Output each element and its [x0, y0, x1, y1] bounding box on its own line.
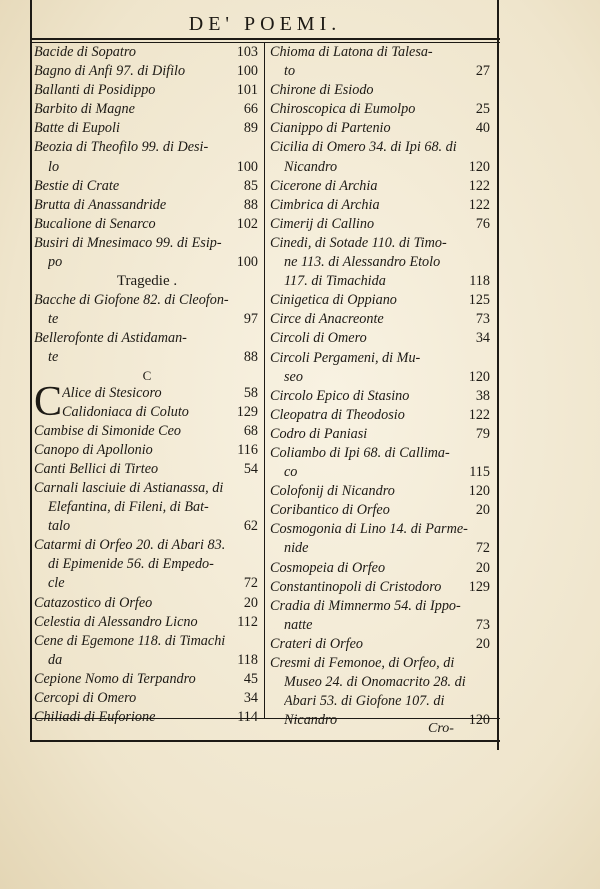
index-entry [34, 119, 260, 138]
page-number: 100 [236, 254, 258, 271]
index-entry [270, 349, 492, 387]
entry-text: Bucalione di Senarco [34, 215, 156, 232]
entry-line [34, 100, 260, 119]
page-number: 102 [236, 215, 258, 232]
page-number [486, 43, 492, 62]
page-number [254, 234, 260, 253]
index-entry [270, 520, 492, 558]
index-entry [34, 43, 260, 62]
index-entry [270, 100, 492, 119]
entry-line [270, 215, 492, 234]
page-number: 120 [468, 368, 490, 385]
entry-line [270, 444, 492, 463]
running-header: DE' POEMI. [188, 13, 342, 35]
entry-line [270, 673, 492, 692]
entry-text: Cicerone di Archia [270, 177, 378, 194]
entry-text: to [284, 63, 296, 80]
entry-text: Cinigetica di Oppiano [270, 292, 397, 309]
entry-text: Constantinopoli di Cristodoro [270, 578, 442, 595]
entry-line [34, 460, 260, 479]
page-number: 54 [243, 460, 258, 477]
entry-line [270, 329, 492, 348]
entry-text: Canopo di Apollonio [34, 441, 153, 458]
index-entry [34, 177, 260, 196]
entry-text: Cleopatra di Theodosio [270, 406, 405, 423]
page-number [486, 444, 492, 463]
page-number: 40 [475, 120, 490, 137]
entry-line [270, 425, 492, 444]
index-entry [270, 387, 492, 406]
page-number [254, 479, 260, 498]
page-number: 66 [243, 101, 258, 118]
entry-text: te [48, 311, 59, 328]
index-entry [34, 613, 260, 632]
entry-text: Cosmogonia di Lino 14. di Parme- [270, 521, 468, 538]
page-number: 72 [243, 575, 258, 592]
entry-line [34, 81, 260, 100]
index-entry [34, 536, 260, 593]
page-number: 100 [236, 63, 258, 80]
page-number: 120 [468, 712, 490, 729]
entry-line [270, 196, 492, 215]
entry-line [270, 119, 492, 138]
entry-text: Bacche di Giofone 82. di Cleofon- [34, 292, 229, 309]
index-entry [34, 422, 260, 441]
entry-text: Beozia di Theofilo 99. di Desi- [34, 139, 209, 156]
index-entry [270, 81, 492, 100]
entry-text: Circoli di Omero [270, 330, 367, 347]
entry-text: Bestie di Crate [34, 177, 120, 194]
page-number: 73 [475, 311, 490, 328]
entry-text: Chiroscopica di Eumolpo [270, 101, 416, 118]
page-number [486, 597, 492, 616]
section-heading: Tragedie . [116, 273, 178, 290]
entry-line [34, 291, 260, 310]
page-number: 73 [475, 616, 490, 633]
entry-text: Cene di Egemone 118. di Timachi [34, 632, 226, 649]
entry-text: nide [284, 540, 309, 557]
index-entry [270, 177, 492, 196]
entry-line [270, 539, 492, 558]
page-number: 27 [475, 63, 490, 80]
page-number: 76 [475, 215, 490, 232]
entry-line [34, 574, 260, 593]
page-number [486, 138, 492, 157]
entry-line [34, 158, 260, 177]
index-entry [34, 632, 260, 670]
page-number: 101 [236, 82, 258, 99]
entry-line [270, 349, 492, 368]
entry-line [270, 387, 492, 406]
index-entry [270, 43, 492, 81]
entry-text: Calidoniaca di Coluto [62, 403, 189, 420]
page-number: 20 [475, 635, 490, 652]
entry-line [270, 501, 492, 520]
page-number [254, 536, 260, 555]
entry-text: Cosmopeia di Orfeo [270, 559, 386, 576]
page-number: 120 [468, 483, 490, 500]
entry-line [34, 708, 260, 727]
page-number: 20 [243, 594, 258, 611]
entry-line [270, 463, 492, 482]
page-number [486, 673, 492, 692]
entry-line [270, 234, 492, 253]
entry-line [270, 692, 492, 711]
entry-line [34, 384, 260, 403]
entry-line [270, 158, 492, 177]
index-entry [270, 119, 492, 138]
entry-line [270, 138, 492, 157]
entry-text: Elefantina, di Fileni, di Bat- [48, 499, 209, 516]
page-number: 20 [475, 502, 490, 519]
page-number: 112 [237, 613, 258, 630]
entry-line [270, 100, 492, 119]
entry-text: Bellerofonte di Astidaman- [34, 330, 187, 347]
entry-line [34, 138, 260, 157]
entry-line [270, 253, 492, 272]
left-rule [30, 0, 32, 740]
entry-text: Bagno di Anfi 97. di Difilo [34, 63, 186, 80]
entry-line [270, 578, 492, 597]
entry-line [34, 632, 260, 651]
entry-line [34, 329, 260, 348]
page-number: 125 [468, 292, 490, 309]
entry-line [34, 536, 260, 555]
index-entry [270, 597, 492, 635]
page-number: 114 [237, 709, 258, 726]
page-number: 97 [243, 311, 258, 328]
page-number [486, 349, 492, 368]
left-column [34, 43, 260, 727]
index-entry [34, 100, 260, 119]
entry-line [34, 498, 260, 517]
section-letter: C [142, 367, 152, 383]
index-entry [270, 196, 492, 215]
index-entry [270, 291, 492, 310]
index-entry [270, 425, 492, 444]
entry-line [34, 479, 260, 498]
entry-line [34, 555, 260, 574]
page-number [486, 81, 492, 100]
page-number: 79 [475, 425, 490, 442]
index-entry [270, 310, 492, 329]
entry-text: Cepione Nomo di Terpandro [34, 670, 196, 687]
entry-line [270, 43, 492, 62]
index-entry [34, 479, 260, 536]
entry-line [34, 310, 260, 329]
page-number: 129 [468, 578, 490, 595]
index-entry [34, 81, 260, 100]
entry-text: co [284, 464, 298, 481]
index-entry [270, 578, 492, 597]
entry-line [34, 348, 260, 367]
page-number [254, 291, 260, 310]
page-number: 122 [468, 177, 490, 194]
entry-text: Nicandro [284, 158, 338, 175]
page-number: 68 [243, 422, 258, 439]
page-number: 85 [243, 177, 258, 194]
entry-line [270, 368, 492, 387]
page-number [486, 234, 492, 253]
entry-line [270, 406, 492, 425]
drop-cap: C [34, 378, 63, 425]
page-number: 120 [468, 158, 490, 175]
index-entry [34, 708, 260, 727]
entry-line [270, 616, 492, 635]
right-column [270, 43, 492, 730]
entry-line [270, 291, 492, 310]
page-number: 62 [243, 518, 258, 535]
entry-line [34, 670, 260, 689]
entry-line [34, 62, 260, 81]
entry-text: te [48, 349, 59, 366]
page-number [486, 654, 492, 673]
index-entry [34, 291, 260, 329]
index-entry [270, 215, 492, 234]
entry-text: talo [48, 518, 71, 535]
entry-text: Catazostico di Orfeo [34, 594, 153, 611]
index-entry [270, 329, 492, 348]
page-number: 89 [243, 120, 258, 137]
entry-line [34, 234, 260, 253]
index-entry [270, 559, 492, 578]
entry-line [34, 119, 260, 138]
column-divider [264, 43, 265, 718]
entry-line [34, 422, 260, 441]
page-number: 122 [468, 196, 490, 213]
page-number: 122 [468, 406, 490, 423]
index-entry [270, 501, 492, 520]
entry-text: Cradia di Mimnermo 54. di Ippo- [270, 597, 461, 614]
entry-line [34, 215, 260, 234]
entry-text: Coribantico di Orfeo [270, 502, 390, 519]
entry-text: cle [48, 575, 65, 592]
entry-text: Busiri di Mnesimaco 99. di Esip- [34, 234, 222, 251]
index-entry [270, 635, 492, 654]
entry-text: Carnali lasciuie di Astianassa, di [34, 479, 224, 496]
entry-text: Bacide di Sopatro [34, 44, 136, 60]
entry-text: Cresmi di Femonoe, di Orfeo, di [270, 655, 455, 671]
page-number: 72 [475, 540, 490, 557]
entry-line [270, 272, 492, 291]
index-entry [34, 689, 260, 708]
page-number: 20 [475, 559, 490, 576]
entry-text: Museo 24. di Onomacrito 28. di [284, 674, 466, 691]
entry-text: Cimerij di Callino [270, 215, 375, 232]
page-number: 88 [243, 349, 258, 366]
index-entry [270, 234, 492, 291]
entry-text: Batte di Eupoli [34, 120, 120, 137]
entry-text: Celestia di Alessandro Licno [34, 613, 198, 630]
entry-line [34, 441, 260, 460]
entry-line [270, 559, 492, 578]
page-number: 34 [243, 690, 258, 706]
entry-text: Chirone di Esiodo [270, 82, 374, 99]
entry-line [34, 594, 260, 613]
entry-line [34, 403, 260, 422]
entry-text: Cercopi di Omero [34, 690, 137, 706]
entry-text: ne 113. di Alessandro Etolo [284, 254, 441, 271]
entry-line [34, 613, 260, 632]
entry-line [34, 651, 260, 670]
entry-text: Canti Bellici di Tirteo [34, 460, 159, 477]
entry-line [270, 177, 492, 196]
entry-text: Nicandro [284, 712, 338, 729]
index-entry [34, 378, 260, 425]
page-number: 58 [243, 384, 258, 401]
index-entry [34, 441, 260, 460]
entry-text: Ballanti di Posidippo [34, 82, 156, 99]
entry-text: da [48, 651, 63, 668]
page-number [486, 253, 492, 272]
page-number [254, 138, 260, 157]
entry-text: di Epimenide 56. di Empedo- [48, 556, 214, 573]
page-number: 34 [475, 330, 490, 347]
page-number: 88 [243, 196, 258, 213]
index-entry [34, 196, 260, 215]
page-number: 25 [475, 101, 490, 118]
entry-line [270, 520, 492, 539]
page-number: 118 [469, 273, 490, 290]
entry-text: Cianippo di Partenio [270, 120, 391, 137]
page-number: 115 [469, 464, 490, 481]
index-entry [34, 234, 260, 272]
page-number [254, 498, 260, 517]
entry-line [34, 689, 260, 708]
entry-text: natte [284, 616, 313, 633]
entry-text: Alice di Stesicoro [62, 384, 162, 401]
index-entry [34, 670, 260, 689]
entry-text: Circolo Epico di Stasino [270, 387, 410, 404]
index-entry [34, 138, 260, 176]
entry-line [34, 177, 260, 196]
index-entry [270, 406, 492, 425]
entry-text: Barbito di Magne [34, 101, 135, 118]
entry-text: Brutta di Anassandride [34, 196, 167, 213]
entry-text: Chioma di Latona di Talesa- [270, 44, 433, 60]
entry-line [270, 711, 492, 730]
entry-line [34, 517, 260, 536]
page-number: 38 [475, 387, 490, 404]
index-entry [34, 329, 260, 367]
entry-line [34, 196, 260, 215]
index-entry [270, 138, 492, 176]
page-number: 118 [237, 651, 258, 668]
entry-text: Coliambo di Ipi 68. di Callima- [270, 444, 450, 461]
entry-text: Codro di Paniasi [270, 425, 368, 442]
entry-text: Cimbrica di Archia [270, 196, 380, 213]
entry-line [270, 81, 492, 100]
entry-line [34, 43, 260, 62]
entry-line [270, 654, 492, 673]
page-number: 100 [236, 158, 258, 175]
entry-text: Crateri di Orfeo [270, 635, 364, 652]
index-entry [270, 444, 492, 482]
page-number [254, 329, 260, 348]
entry-text: lo [48, 158, 60, 175]
entry-text: Cicilia di Omero 34. di Ipi 68. di [270, 139, 457, 156]
page-number: 116 [237, 441, 258, 458]
index-entry [34, 460, 260, 479]
page-number [254, 555, 260, 574]
entry-text: Abari 53. di Giofone 107. di [284, 693, 445, 710]
entry-line [270, 482, 492, 501]
page-number [486, 692, 492, 711]
index-entry [34, 215, 260, 234]
index-entry [34, 62, 260, 81]
entry-line [270, 310, 492, 329]
index-entry [34, 594, 260, 613]
entry-text: Catarmi di Orfeo 20. di Abari 83. [34, 537, 226, 554]
index-entry [270, 654, 492, 730]
entry-text: Colofonij di Nicandro [270, 483, 395, 500]
page-number [486, 520, 492, 539]
page-number: 129 [236, 403, 258, 420]
entry-text: Circoli Pergameni, di Mu- [270, 349, 421, 366]
entry-text: seo [284, 368, 303, 385]
entry-text: Chiliadi di Euforione [34, 709, 156, 726]
page-number [254, 632, 260, 651]
entry-text: Circe di Anacreonte [270, 311, 384, 328]
entry-line [270, 597, 492, 616]
page-number: 103 [236, 44, 258, 60]
entry-line [270, 62, 492, 81]
catchword: Cro- [428, 721, 454, 736]
page-number: 45 [243, 670, 258, 687]
top-rule [30, 38, 500, 40]
entry-text: Cambise di Simonide Ceo [34, 422, 181, 439]
index-entry [270, 482, 492, 501]
entry-line [270, 635, 492, 654]
right-rule [497, 0, 499, 750]
bottom-rule-outer [30, 740, 500, 742]
entry-text: Cinedi, di Sotade 110. di Timo- [270, 234, 447, 251]
entry-text: 117. di Timachida [284, 273, 386, 290]
entry-text: po [48, 254, 63, 271]
entry-line [34, 253, 260, 272]
